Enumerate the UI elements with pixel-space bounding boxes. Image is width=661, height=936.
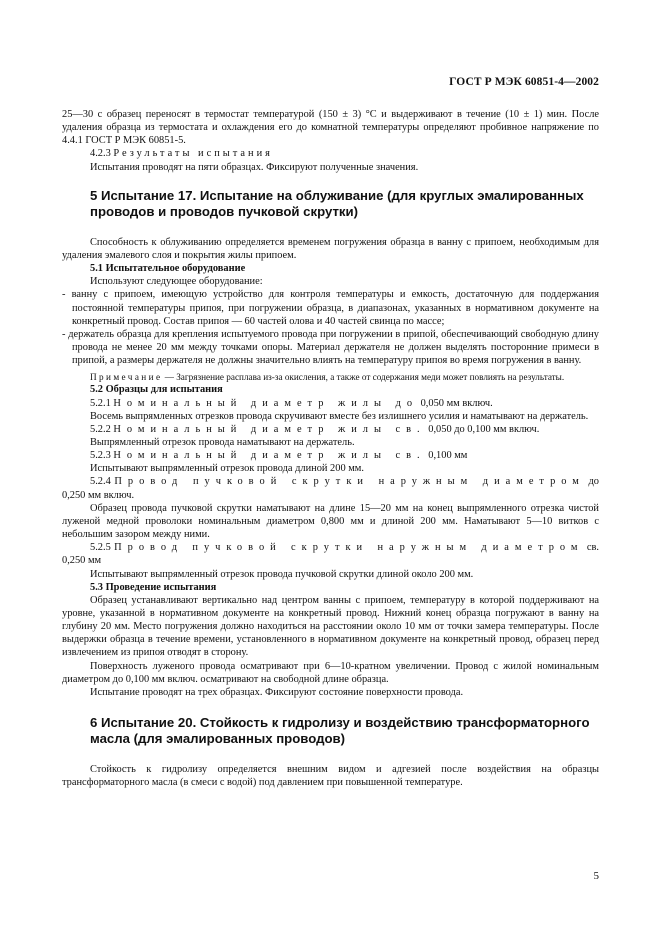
subsection-5-3-para1: Образец устанавливают вертикально над центром ванны с припоем, температуру в которой поддерживают на уровне, указанной в нормативном документе на конкретный провод. Нижний конец образца погружают в ванну на глубину 20 мм. Место погружения должно находиться на расстоянии около 10 мм от точки замера температуры. После выдержки образца в течение времени, установленного в нормативном документе на конкретный провод, образец перед извлечением из припоя отводят в сторону.: [62, 594, 599, 659]
item-5-2-3-value: 0,100 мм: [425, 450, 468, 462]
item-5-2-5-label: Провод пучковой скрутки наружным диаметром: [114, 542, 584, 554]
section-6-heading-line2: масла (для эмалированных проводов): [90, 731, 346, 747]
section-6-intro: Стойкость к гидролизу определяется внешним видом и адгезией после воздействия на образцы трансформаторного масла (в смеси с водой) под давлением при повышенной температуре.: [62, 764, 599, 789]
item-5-2-3-number: 5.2.3: [90, 450, 111, 462]
subsection-5-1-text: Используют следующее оборудование:: [90, 276, 263, 288]
item-5-2-3: [62, 449, 599, 462]
note-label: Примечание: [90, 372, 163, 383]
item-5-2-5: [62, 541, 599, 567]
item-5-2-3-text: Испытывают выпрямленный отрезок провода длиной 200 мм.: [90, 463, 364, 475]
results-heading: [62, 147, 599, 160]
item-5-2-3-label: Номинальный диаметр жилы св.: [113, 450, 426, 462]
item-5-2-5-value: св. 0,250 мм: [62, 542, 599, 567]
section-6-heading: [62, 715, 599, 747]
item-5-2-1: [62, 397, 599, 410]
note-text: — Загрязнение расплава из-за окисления, а также от содержания меди может повлиять на результаты.: [162, 372, 565, 383]
item-5-2-1-value: 0,050 мм включ.: [418, 397, 493, 409]
item-5-2-1-number: 5.2.1: [90, 397, 111, 409]
document-body: [62, 108, 599, 789]
subsection-5-3-para2: Поверхность луженого провода осматривают при 6—10-кратном увеличении. Провод с жилой номинальным диаметром до 0,100 мм включ. осматривают на свободной длине образца.: [62, 660, 599, 685]
item-5-2-2-label: Номинальный диаметр жилы св.: [113, 423, 426, 435]
item-5-2-4-label: Провод пучковой скрутки наружным диаметром: [114, 476, 585, 488]
section-5-intro: Способность к облуживанию определяется временем погружения образца в ванну с припоем, необходимым для удаления эмалевого слоя и покрытия жилы припоем.: [62, 236, 599, 261]
subsection-5-3-para3: Испытание проводят на трех образцах. Фиксируют состояние поверхности провода.: [90, 686, 464, 698]
item-5-2-2-text: Выпрямленный отрезок провода наматывают на держатель.: [90, 436, 355, 448]
section-6-heading-line1: 6 Испытание 20. Стойкость к гидролизу и воздействию трансформаторного: [90, 715, 590, 731]
intro-paragraph: 25—30 с образец переносят в термостат температурой (150 ± 3) °С и выдерживают в течение (10 ± 1) мин. После удаления образца из термостата и охлаждения его до комнатной температуры определяют пробивное напряжение по 4.4.1 ГОСТ Р МЭК 60851-5.: [62, 109, 599, 147]
results-text: Испытания проводят на пяти образцах. Фиксируют полученные значения.: [90, 161, 419, 173]
equipment-item-bath: - ванну с припоем, имеющую устройство для контроля температуры и емкость, достаточную для поддержания постоянной температуры припоя, при погружении образца, в диапазонах, указанных в нормативном документе на конкретный провод. Состав припоя — 60 частей олова и 40 частей свинца по массе;: [62, 289, 599, 327]
item-5-2-2-number: 5.2.2: [90, 423, 111, 435]
section-5-heading-line1: 5 Испытание 17. Испытание на облуживание (для круглых эмалированных: [90, 187, 584, 203]
results-title: Результаты испытания: [113, 148, 273, 160]
subsection-5-3-title: 5.3 Проведение испытания: [90, 581, 217, 593]
equipment-item-holder: - держатель образца для крепления испытуемого провода при погружении в припой, обеспечивающий свободную длину провода не менее 20 мм между точками опоры. Материал держателя не должен выделять посторонние примеси в припой, а размеры держателя не должны значительно влиять на температуру припоя во время погружения в ванну.: [62, 328, 599, 367]
item-5-2-5-number: 5.2.5: [90, 542, 111, 554]
standard-header: ГОСТ Р МЭК 60851-4—2002: [449, 76, 599, 88]
item-5-2-2: [62, 423, 599, 436]
section-5-heading: [62, 188, 599, 220]
item-5-2-4-number: 5.2.4: [90, 476, 111, 488]
subsection-5-1-title: 5.1 Испытательное оборудование: [90, 263, 246, 275]
subsection-5-2-title: 5.2 Образцы для испытания: [90, 384, 223, 396]
item-5-2-4-text: Образец провода пучковой скрутки наматывают на длине 15—20 мм на конец выпрямленного отрезка чистой луженой медной проволоки номинальным диаметром 0,800 мм и длиной 200 мм. Наматывают 5—10 витков с небольшим зазором между ними.: [62, 502, 599, 541]
item-5-2-2-value: 0,050 до 0,100 мм включ.: [425, 423, 540, 435]
note: [62, 371, 599, 383]
item-5-2-5-text: Испытывают выпрямленный отрезок провода пучковой скрутки длиной около 200 мм.: [90, 568, 474, 580]
item-5-2-4-value: до 0,250 мм включ.: [62, 476, 599, 501]
item-5-2-1-label: Номинальный диаметр жилы до: [113, 397, 419, 409]
item-5-2-1-text: Восемь выпрямленных отрезков провода скручивают вместе без излишнего усилия и наматывают на держатель.: [90, 410, 589, 422]
item-5-2-4: [62, 475, 599, 501]
section-5-heading-line2: проводов и проводов пучковой скрутки): [90, 203, 359, 219]
results-number: 4.2.3: [90, 148, 111, 160]
page-number: 5: [593, 870, 599, 882]
